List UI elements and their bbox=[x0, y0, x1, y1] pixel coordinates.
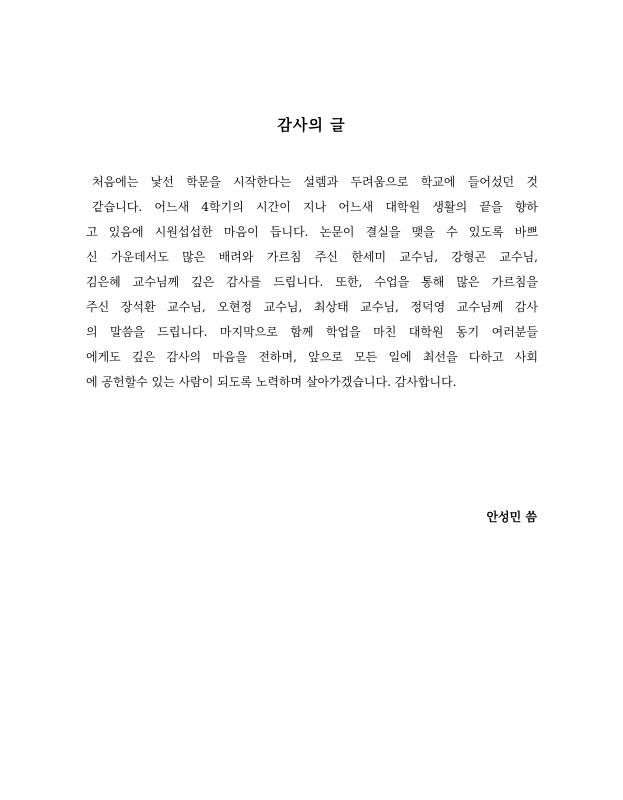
body-line: 고 있음에 시원섭섭한 마음이 듭니다. 논문이 결실을 맺을 수 있도록 바쁘 bbox=[86, 225, 538, 239]
body-line: 신 가운데서도 많은 배려와 가르침 주신 한세미 교수님, 강형곤 교수님, bbox=[86, 250, 538, 264]
body-line: 처음에는 낯선 학문을 시작한다는 설렘과 두려움으로 학교에 들어섰던 것 bbox=[92, 175, 538, 189]
body-paragraph bbox=[86, 170, 538, 395]
body-line: 에 공헌할수 있는 사람이 되도록 노력하며 살아가겠습니다. 감사합니다. bbox=[86, 375, 457, 389]
body-line: 김은혜 교수님께 깊은 감사를 드립니다. 또한, 수업을 통해 많은 가르침을 bbox=[86, 275, 538, 289]
body-line: 의 말씀을 드립니다. 마지막으로 함께 학업을 마친 대학원 동기 여러분들 bbox=[86, 325, 538, 339]
body-line: 주신 장석환 교수님, 오현정 교수님, 최상태 교수님, 정덕영 교수님께 감사 bbox=[86, 300, 538, 314]
body-line: 에게도 깊은 감사의 마음을 전하며, 앞으로 모든 일에 최선을 다하고 사회 bbox=[86, 350, 538, 364]
page-title: 감사의 글 bbox=[277, 116, 346, 134]
body-line: 같습니다. 어느새 4학기의 시간이 지나 어느새 대학원 생활의 끝을 향하 bbox=[92, 200, 538, 214]
signature: 안성민 씀 bbox=[486, 510, 537, 524]
